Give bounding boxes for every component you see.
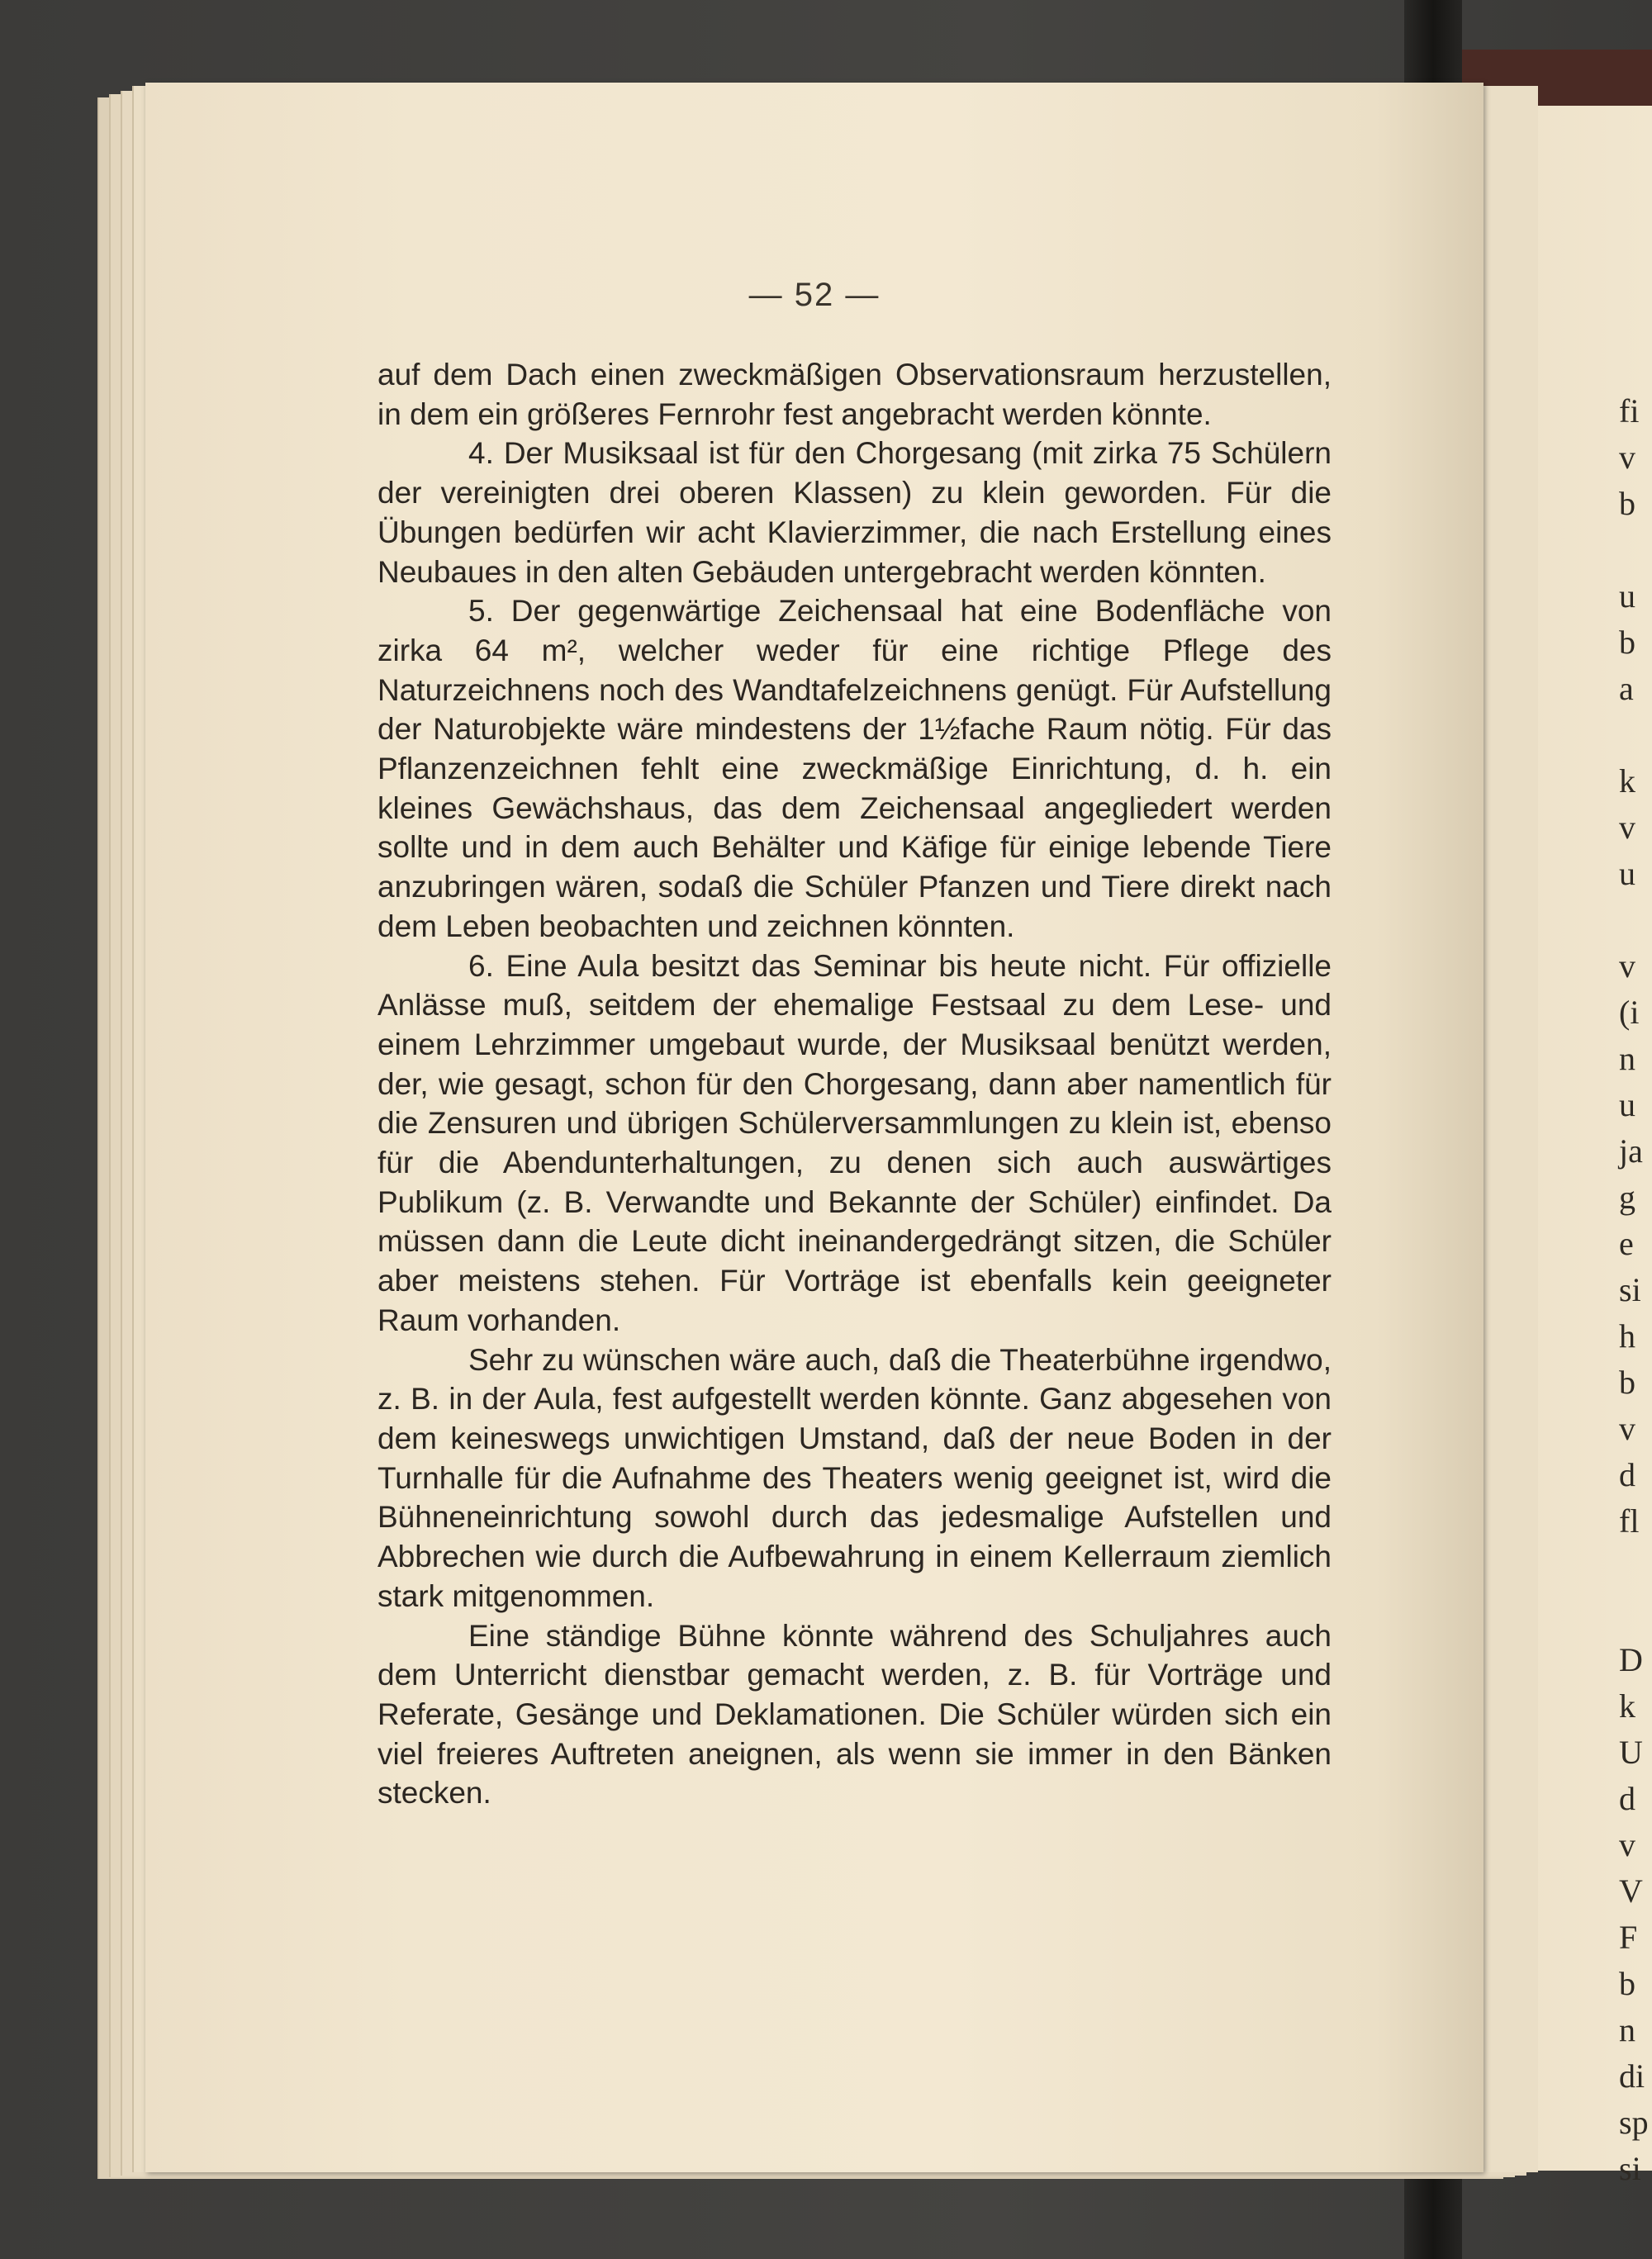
facing-page-fragment: b: [1619, 1364, 1635, 1401]
facing-page-fragment: b: [1619, 1965, 1635, 2002]
facing-page-fragment: ja: [1619, 1132, 1643, 1170]
facing-page-fragment: [1619, 712, 1652, 758]
facing-page-fragment: e: [1619, 1225, 1634, 1262]
facing-page-fragment: u: [1619, 1086, 1635, 1123]
facing-page-fragment: v: [1619, 809, 1635, 846]
facing-page-fragment: u: [1619, 855, 1635, 892]
facing-page-fragment: [1619, 897, 1652, 943]
facing-page-fragment: v: [1619, 1410, 1635, 1447]
facing-page-fragment: [1619, 1545, 1652, 1591]
facing-page-fragment: v: [1619, 1826, 1635, 1863]
facing-page-fragment: D: [1619, 1641, 1643, 1678]
facing-page-fragment: g: [1619, 1179, 1635, 1216]
facing-page-fragment: V: [1619, 1872, 1643, 1910]
facing-page-fragment: n: [1619, 1040, 1635, 1077]
facing-page-fragment: d: [1619, 1780, 1635, 1817]
facing-page-fragment: [1619, 527, 1652, 573]
facing-page-fragment: (i: [1619, 994, 1640, 1031]
facing-page-fragment: fi: [1619, 392, 1640, 429]
facing-page-fragment: si: [1619, 1271, 1641, 1308]
facing-page-fragment: fl: [1619, 1502, 1640, 1540]
facing-page-fragment: U: [1619, 1734, 1643, 1771]
facing-page-fragment: si: [1619, 2150, 1641, 2187]
paragraph-5-zeichensaal: 5. Der gegenwärtige Zeichensaal hat eine Bodenfläche von zirka 64 m², welcher weder für eine richtige Pflege des Naturzeichnens noch des Wandtafelzeichnens genügt. Für Aufstellung der Naturobjekte wäre mindestens der 1½fache Raum nötig. Für das Pflanzenzeichnen fehlt eine zweckmäßige Einrichtung, d. h. ein kleines Gewächshaus, das dem Zeichensaal angegliedert werden sollte und in dem auch Behälter und Käfige für einige lebende Tiere anzubringen wären, sodaß die Schüler Pfanzen und Tiere direkt nach dem Leben beobachten und zeichnen könnten.: [377, 594, 1332, 943]
facing-page-fragment: n: [1619, 2011, 1635, 2048]
facing-page-fragment: v: [1619, 439, 1635, 476]
facing-page-fragment: d: [1619, 1456, 1635, 1493]
facing-page-fragment: k: [1619, 762, 1635, 800]
facing-page-fragment: sp: [1619, 2104, 1649, 2141]
facing-page-fragment: a: [1619, 670, 1634, 707]
facing-page-fragment: h: [1619, 1317, 1635, 1355]
paragraph-continuation: auf dem Dach einen zweckmäßigen Observationsraum herzustellen, in dem ein größeres Fernrohr fest angebracht werden könnte.: [377, 358, 1332, 431]
page-number-header: — 52 —: [748, 277, 881, 313]
facing-page-fragment: di: [1619, 2057, 1645, 2095]
facing-page-fragment: v: [1619, 947, 1635, 985]
facing-page-text-fragments: [1619, 388, 1652, 2192]
facing-page-fragment: [1619, 1591, 1652, 1637]
paragraph-staendige-buehne: Eine ständige Bühne könnte während des Schuljahres auch dem Unterricht dienstbar gemacht werden, z. B. für Vorträge und Referate, Gesänge und Deklamationen. Die Schüler würden sich ein viel freieres Auftreten aneignen, als wenn sie immer in den Bänken stecken.: [377, 1618, 1332, 1811]
body-text: [377, 355, 1332, 1813]
facing-page-fragment: k: [1619, 1687, 1635, 1725]
paragraph-6-aula: 6. Eine Aula besitzt das Seminar bis heute nicht. Für offizielle Anlässe muß, seitdem der ehemalige Festsaal zu dem Lese- und einem Lehrzimmer umgebaut wurde, der Musiksaal benützt werden, der, wie gesagt, schon für den Chorgesang, dann aber namentlich für die Zensuren und übrigen Schülerversammlungen zu klein ist, ebenso für die Abendunterhaltungen, zu denen sich auch auswärtiges Publikum (z. B. Verwandte und Bekannte der Schüler) einfindet. Da müssen dann die Leute dicht ineinandergedrängt sitzen, die Schüler aber meistens stehen. Für Vorträge ist ebenfalls kein geeigneter Raum vorhanden.: [377, 948, 1332, 1337]
paragraph-theaterbuehne: Sehr zu wünschen wäre auch, daß die Theaterbühne irgendwo, z. B. in der Aula, fest aufgestellt werden könnte. Ganz abgesehen von dem keineswegs unwichtigen Umstand, daß der neue Boden in der Turnhalle für die Aufnahme des Theaters wenig geeignet ist, wird die Bühneneinrichtung sowohl durch das jedesmalige Aufstellen und Abbrechen wie durch die Aufbewahrung in einem Kellerraum ziemlich stark mitgenommen.: [377, 1342, 1332, 1613]
facing-page-fragment: u: [1619, 577, 1635, 615]
paragraph-4-musiksaal: 4. Der Musiksaal ist für den Chorgesang (mit zirka 75 Schülern der vereinigten drei oberen Klassen) zu klein geworden. Für die Übungen bedürfen wir acht Klavierzimmer, die nach Erstellung eines Neubaues in den alten Gebäuden untergebracht werden könnten.: [377, 436, 1332, 589]
facing-page-fragment: b: [1619, 485, 1635, 522]
facing-page-fragment: b: [1619, 624, 1635, 661]
facing-page-fragment: F: [1619, 1919, 1638, 1956]
